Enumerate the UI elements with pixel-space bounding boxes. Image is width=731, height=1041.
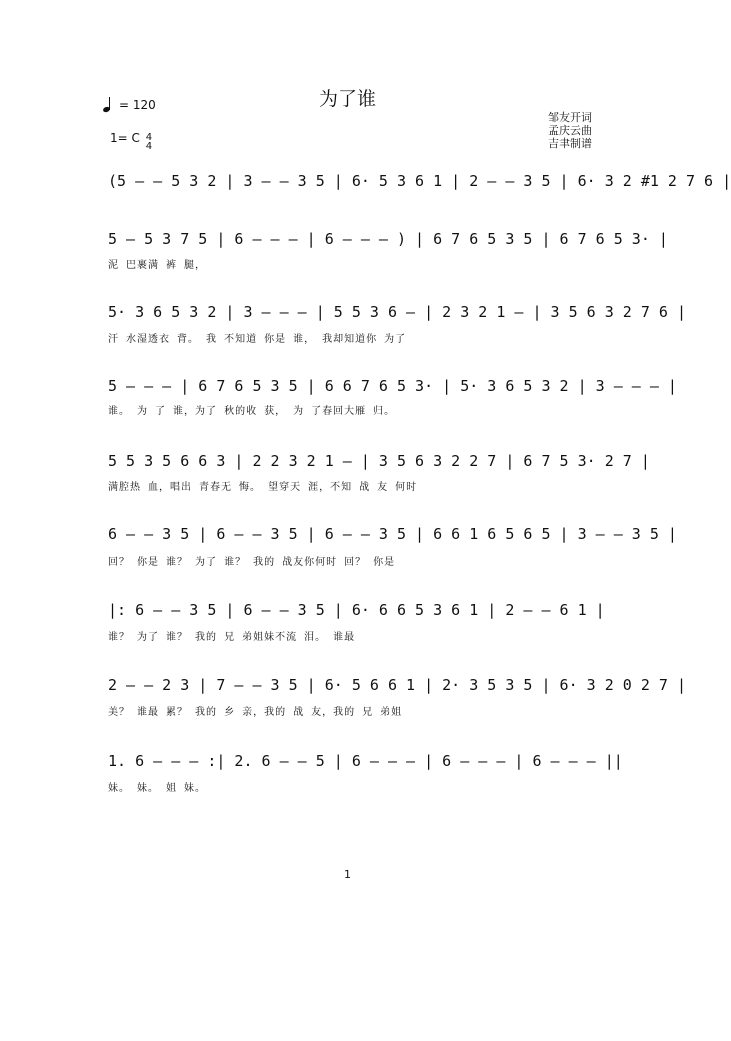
transcriber-credit: 吉聿制谱 — [548, 137, 592, 150]
notation-line: 5 — — — | 6 7 6 5 3 5 | 6 6 7 6 5 3· | 5· 3 6 5 3 2 | 3 — — — | — [108, 377, 677, 395]
notation-line: 2 — — 2 3 | 7 — — 3 5 | 6· 5 6 6 1 | 2· 3 5 3 5 | 6· 3 2 0 2 7 | — [108, 676, 686, 694]
notation-line: 5· 3 6 5 3 2 | 3 — — — | 5 5 3 6 — | 2 3 2 1 — | 3 5 6 3 2 7 6 | — [108, 303, 686, 321]
notation-line: |: 6 — — 3 5 | 6 — — 3 5 | 6· 6 6 5 3 6 1 | 2 — — 6 1 | — [108, 601, 605, 619]
lyric-line: 美？ 谁最 累？ 我的 乡 亲，我的 战 友，我的 兄 弟姐 — [108, 707, 403, 718]
notation-line: 5 — 5 3 7 5 | 6 — — — | 6 — — — ) | 6 7 6 5 3 5 | 6 7 6 5 3· | — [108, 230, 668, 248]
notation-line: 1. 6 — — — :| 2. 6 — — 5 | 6 — — — | 6 — — — | 6 — — — || — [108, 752, 623, 770]
composer-credit: 孟庆云曲 — [548, 124, 592, 137]
quarter-note-icon — [103, 96, 113, 112]
lyric-line: 汗 水湿透衣 背。 我 不知道 你是 谁， 我却知道你 为了 — [108, 334, 407, 345]
notation-line: 6 — — 3 5 | 6 — — 3 5 | 6 — — 3 5 | 6 6 1 6 5 6 5 | 3 — — 3 5 | — [108, 525, 677, 543]
lyricist-credit: 邹友开词 — [548, 111, 592, 124]
lyric-line: 妹。 妹。 姐 妹。 — [108, 783, 207, 794]
lyric-line: 回？ 你是 谁？ 为了 谁？ 我的 战友你何时 回？ 你是 — [108, 557, 396, 568]
key-signature — [110, 131, 152, 151]
lyric-line: 泥 巴裹满 裤 腿， — [108, 260, 207, 271]
lyric-line: 满腔热 血，唱出 青春无 悔。 望穿天 涯，不知 战 友 何时 — [108, 482, 418, 493]
time-signature — [146, 133, 152, 151]
notation-line: (5 — — 5 3 2 | 3 — — 3 5 | 6· 5 3 6 1 | 2 — — 3 5 | 6· 3 2 #1 2 7 6 | — [108, 172, 731, 190]
time-signature-bottom: 4 — [145, 141, 153, 152]
lyric-line: 谁。 为 了 谁，为了 秋的收 获， 为 了春回大雁 归。 — [108, 406, 396, 417]
song-title: 为了谁 — [318, 88, 376, 110]
page-number: 1 — [344, 868, 351, 881]
lyric-line: 谁？ 为了 谁？ 我的 兄 弟姐妹不流 泪。 谁最 — [108, 632, 356, 643]
credits — [548, 111, 592, 150]
notation-line: 5 5 3 5 6 6 3 | 2 2 3 2 1 — | 3 5 6 3 2 2 7 | 6 7 5 3· 2 7 | — [108, 452, 650, 470]
time-signature-top: 4 — [145, 132, 153, 143]
tempo-value: = 120 — [119, 98, 156, 112]
tempo-marking — [103, 96, 156, 112]
key-label: 1= C — [110, 131, 140, 145]
